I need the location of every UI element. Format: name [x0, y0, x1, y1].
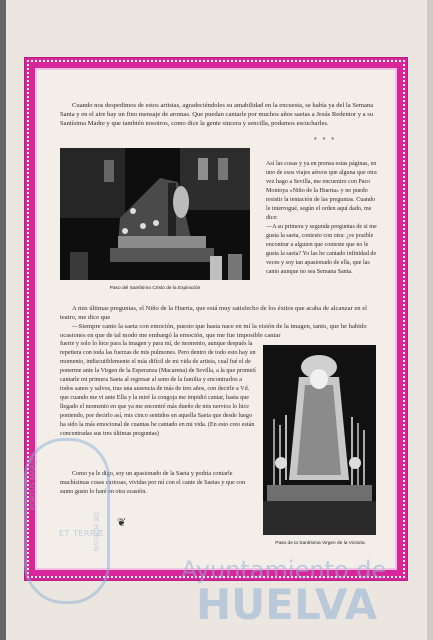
top-photo-caption: Paso del Santísimo Cristo de la Expiración	[109, 286, 201, 291]
watermark-seal-top-text: ET TERRÆ	[59, 529, 105, 538]
procession-photo-top	[60, 148, 250, 280]
closing-ornament-icon: ❦	[117, 516, 127, 529]
watermark-ayuntamiento-text: Ayuntamiento de	[181, 556, 387, 584]
virgin-photo-bottom	[263, 345, 376, 535]
left-column-text: fuerte y solo lo hice para la imagen y para mí, de momento, aunque después la repetiera con toda las fuerzas de mis pulmones. Pero dentro de todo esto hay un momento, indiscutiblemente el más difícil de mi vida de artista, cual fué el de ponerme ante la Virgen de la Esperanza (Macarena) de Sevilla, a la que prometí cantarle mi primera Saeta al regresar al seno de la familia y encontrarlos a todos sanos y salvos, tras una ausencia de más de tres años, con decirle a Vd. que cuando me vi ante Ella y la miré la congoja me impidió cantar, hasta que llegado el momento en que ya me encontré más dueño de mis nervios lo hice poniendo, por decirlo así, mis cinco sentidos en aquella Saeta que desde luego ha sido la más emocional de cuantas he cantado en mi vida. (En esto creo están concentradas sus tres últimas preguntas)	[60, 341, 256, 437]
watermark-seal-right-text: DE HUELVA	[92, 512, 100, 552]
section-divider-stars: * * *	[314, 137, 337, 144]
right-column-text: Así las cosas y ya en prensa estas páginas, en uno de esos viajes aéreos que alguna que otra vez hago a Sevilla, me encuentro con Paco Montoya «Niño de la Huerta» y no puedo resistir la tentación de las preguntas. Cuando le interrogué, según el orden aquí dado, me dice: —A su primera y segunda preguntas de si me gusta la saeta, contesto con otra: ¿es posible encontrar a alguien que conteste que no le gusta la saeta? Yo las he cantado infinidad de veces y soy tan apasionado de ella, que las canto aunque no sea Semana Santa.	[266, 161, 377, 275]
page	[6, 0, 427, 640]
intro-paragraph: Cuando nos despedimos de estos artistas, agradeciéndoles su amabilidad en la encuesta, se había ya del la Semana Santa y en el aire hay un fino mensaje de aromas. Que puedan cantarle por muchos años saetas a Jesús Redentor y a su Santísima Madre y que también nosotros, como dice la gente sincera y sencilla, podamos escucharles.	[60, 102, 374, 128]
watermark-seal-left-text: PORTUS MARIS	[29, 457, 37, 510]
quote-line: —Siempre canto la saeta con emoción, puesto que hasta nace en mí la visión de la imagen, tanto, que he habido ocasiones en que de tal modo me embargó la emoción, que me fue imposible cantar	[60, 323, 367, 340]
wide-paragraph: A mis últimas preguntas, el Niño de la Huerta, que está muy satisfecho de los éxitos que acaba de alcanzar en el teatro, me dice que	[60, 305, 367, 322]
watermark-huelva-text: HUELVA	[196, 580, 378, 629]
closing-paragraph: Como ya le digo, soy un apasionado de la Saeta y podría contarle muchísimas cosas curiosas, vividas por mí con el cante de Saetas y que con sumo gusto lo haré en otra ocasión.	[60, 471, 246, 495]
bottom-photo-caption: Paso de la Santísima Virgen de la Victoria	[275, 541, 365, 546]
